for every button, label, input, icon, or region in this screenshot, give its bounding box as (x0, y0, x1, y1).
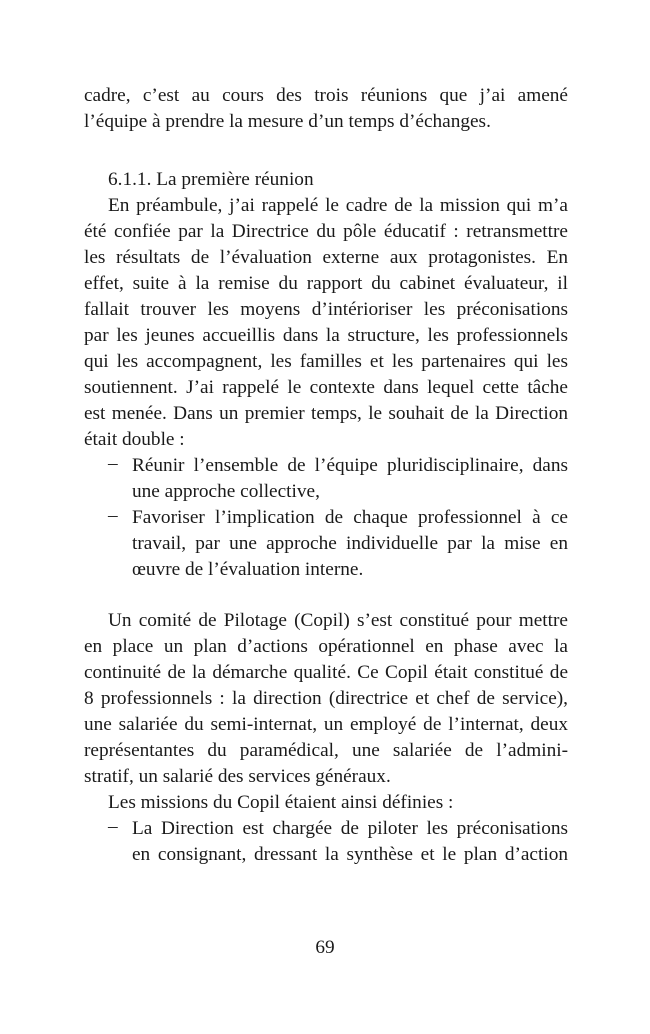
text-line: les résultats de l’évaluation externe aux protagonistes. En (84, 247, 568, 268)
paragraph-missions: Les missions du Copil étaient ainsi définies : (108, 792, 454, 813)
dash-bullet-icon: – (108, 505, 118, 526)
text-line: était double : (84, 429, 185, 450)
text-line: En préambule, j’ai rappelé le cadre de la mission qui m’a (108, 195, 568, 216)
page-body (84, 83, 568, 868)
dash-bullet-icon: – (108, 453, 118, 474)
text-line: en consignant, dressant la synthèse et le plan d’action (132, 844, 568, 865)
page-number: 69 (315, 937, 335, 958)
dash-bullet-icon: – (108, 816, 118, 837)
list-item (84, 505, 568, 583)
text-line: fallait trouver les moyens d’intérioriser les préconisations (84, 299, 568, 320)
text-line: Réunir l’ensemble de l’équipe pluridisciplinaire, dans (132, 455, 568, 476)
list-item (84, 453, 568, 505)
text-line: Un comité de Pilotage (Copil) s’est constitué pour mettre (108, 610, 568, 631)
bullet-list (84, 453, 568, 583)
paragraph-intro (84, 83, 568, 135)
text-line: 8 professionnels : la direction (directrice et chef de service), (84, 688, 568, 709)
text-line: travail, par une approche individuelle par la mise en (132, 533, 568, 554)
text-line: effet, suite à la remise du rapport du cabinet évaluateur, il (84, 273, 568, 294)
paragraph-copil (84, 608, 568, 790)
bullet-list (84, 816, 568, 868)
text-line: en place un plan d’actions opérationnel en phase avec la (84, 636, 568, 657)
text-line: cadre, c’est au cours des trois réunions que j’ai amené (84, 85, 568, 106)
paragraph-preambule (84, 193, 568, 453)
text-line: par les jeunes accueillis dans la structure, les professionnels (84, 325, 568, 346)
text-line: une salariée du semi-internat, un employé de l’internat, deux (84, 714, 568, 735)
text-line: La Direction est chargée de piloter les préconisations (132, 818, 568, 839)
text-line: stratif, un salarié des services généraux. (84, 766, 391, 787)
text-line: qui les accompagnent, les familles et les partenaires qui les (84, 351, 568, 372)
text-line: œuvre de l’évaluation interne. (132, 559, 364, 580)
text-line: représentantes du paramédical, une salariée de l’admini- (84, 740, 568, 761)
list-item (84, 816, 568, 868)
text-line: continuité de la démarche qualité. Ce Copil était constitué de (84, 662, 568, 683)
text-line: est menée. Dans un premier temps, le souhait de la Direction (84, 403, 568, 424)
text-line: soutiennent. J’ai rappelé le contexte dans lequel cette tâche (84, 377, 568, 398)
text-line: Favoriser l’implication de chaque professionnel à ce (132, 507, 568, 528)
text-line: une approche collective, (132, 481, 320, 502)
text-line: été confiée par la Directrice du pôle éducatif : retransmettre (84, 221, 568, 242)
text-line: l’équipe à prendre la mesure d’un temps d’échanges. (84, 111, 491, 132)
section-heading: 6.1.1. La première réunion (108, 169, 314, 190)
